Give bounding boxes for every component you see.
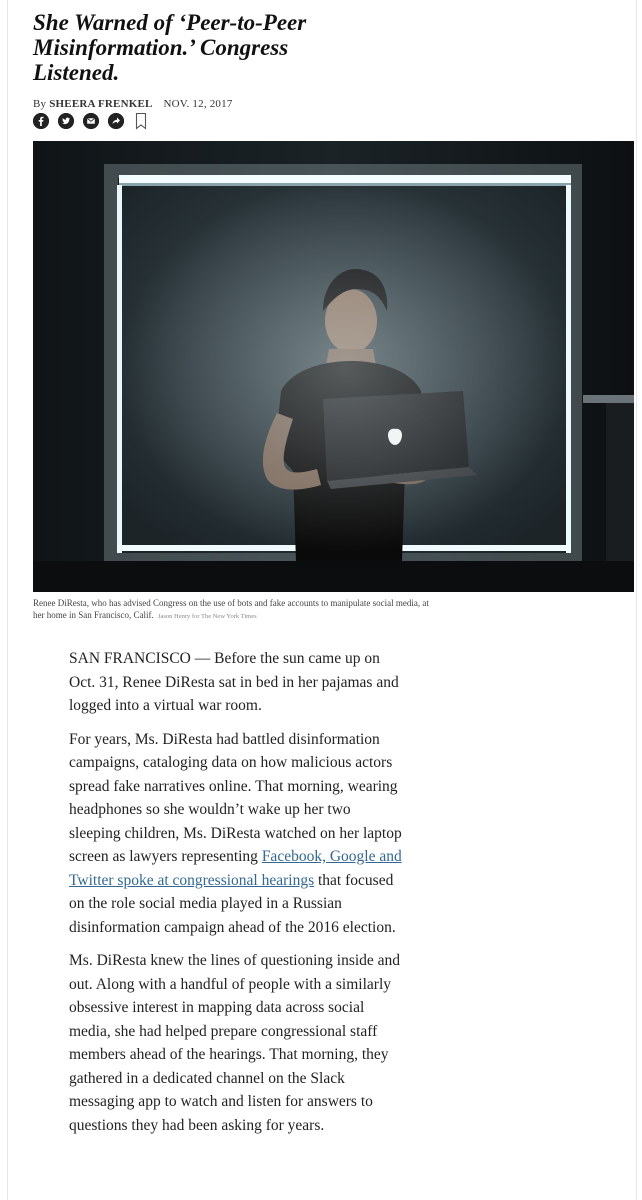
headline-line: Misinformation.’ Congress [33, 35, 289, 60]
headline-line: She Warned of ‘Peer-to-Peer [33, 10, 307, 35]
twitter-icon[interactable] [58, 113, 74, 129]
publish-date: NOV. 12, 2017 [163, 98, 233, 110]
article-paragraph [69, 728, 404, 940]
photo-credit: Jason Henry for The New York Times [157, 613, 257, 620]
article-page [7, 0, 637, 1200]
headline-line: Listened. [33, 60, 120, 85]
email-icon[interactable] [83, 113, 99, 129]
author-name[interactable]: SHEERA FRENKEL [49, 98, 153, 110]
article-paragraph: SAN FRANCISCO — Before the sun came up on Oct. 31, Renee DiResta sat in bed in her pajamas and logged into a virtual war room. [69, 650, 399, 714]
article-paragraph: Ms. DiResta knew the lines of questioning inside and out. Along with a handful of people with a similarly obsessive interest in mapping data across social media, she had helped prepare congressional staff members ahead of the hearings. That morning, they gathered in a dedicated channel on the Slack messaging app to watch and listen for answers to questions they had been asking for years. [69, 952, 401, 1134]
facebook-icon[interactable] [33, 113, 49, 129]
photo-caption [33, 597, 433, 623]
hearings-link[interactable]: Facebook, Google and Twitter spoke at congressional hearings [69, 848, 402, 889]
article-photo [33, 141, 634, 592]
share-toolbar [33, 111, 149, 131]
byline-prefix: By [33, 98, 47, 110]
share-icon[interactable] [108, 113, 124, 129]
article-headline [33, 10, 593, 85]
byline [33, 98, 233, 110]
bookmark-icon[interactable] [133, 112, 149, 130]
paragraph-text: that focused on the role social media played in a Russian disinformation campaign ahead of the 2016 election. [69, 871, 396, 936]
photo-illustration [33, 141, 634, 592]
article-body [69, 647, 404, 1147]
paragraph-text: For years, Ms. DiResta had battled disinformation campaigns, cataloging data on how malicious actors spread fake narratives online. That morning, wearing headphones so she wouldn’t wake up her two sleeping children, Ms. DiResta watched on her laptop screen as lawyers representing [69, 730, 402, 865]
caption-text: Renee DiResta, who has advised Congress on the use of bots and fake accounts to manipulate social media, at her home in San Francisco, Calif. [33, 598, 429, 620]
